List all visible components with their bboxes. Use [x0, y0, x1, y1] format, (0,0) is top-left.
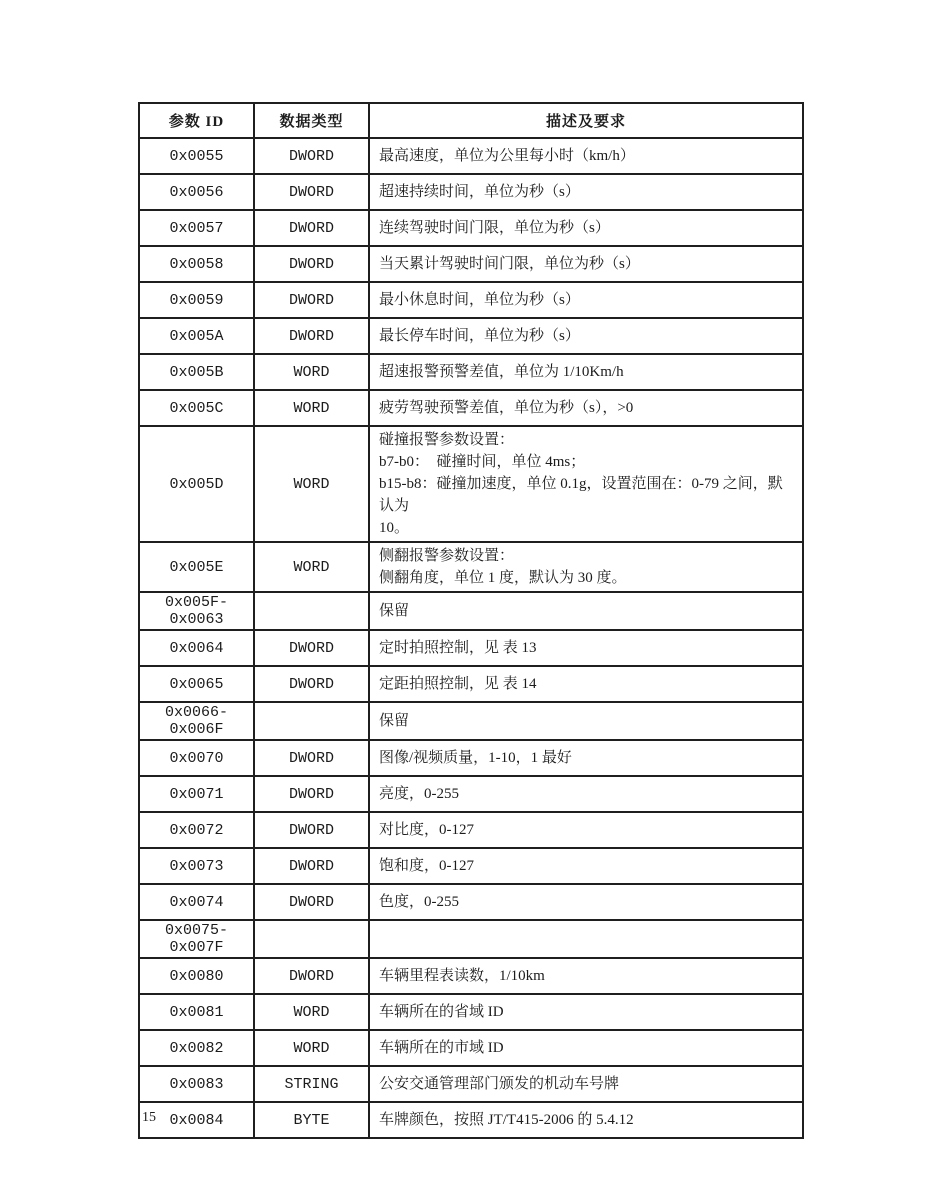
table-row: [139, 542, 803, 592]
description-cell: [369, 920, 803, 958]
table-body: [139, 138, 803, 1138]
parameter-table: [138, 102, 804, 1139]
page-number: 15: [142, 1110, 156, 1125]
description-cell: [369, 994, 803, 1030]
param-id-cell: 0x0070: [139, 740, 254, 776]
param-id-cell: 0x0064: [139, 630, 254, 666]
data-type-cell: DWORD: [254, 958, 369, 994]
param-id-cell: 0x0084: [139, 1102, 254, 1138]
description-line: 连续驾驶时间门限，单位为秒（s）: [379, 220, 610, 236]
param-id-cell: 0x0081: [139, 994, 254, 1030]
table-row: [139, 426, 803, 542]
description-cell: [369, 1030, 803, 1066]
table-row: [139, 920, 803, 958]
description-cell: [369, 318, 803, 354]
col-header-description: 描述及要求: [369, 103, 803, 138]
data-type-cell: DWORD: [254, 812, 369, 848]
table-row: [139, 630, 803, 666]
description-cell: [369, 884, 803, 920]
table-row: [139, 994, 803, 1030]
data-type-cell: BYTE: [254, 1102, 369, 1138]
data-type-cell: DWORD: [254, 740, 369, 776]
data-type-cell: DWORD: [254, 174, 369, 210]
data-type-cell: WORD: [254, 390, 369, 426]
description-line: 碰撞报警参数设置：: [379, 432, 515, 448]
table-row: [139, 174, 803, 210]
param-id-cell: 0x0080: [139, 958, 254, 994]
table-row: [139, 1066, 803, 1102]
description-cell: [369, 354, 803, 390]
description-line: 亮度，0-255: [379, 786, 459, 802]
data-type-cell: DWORD: [254, 776, 369, 812]
description-line: 10。: [379, 520, 410, 536]
description-cell: [369, 592, 803, 630]
description-line: 侧翻角度，单位 1 度，默认为 30 度。: [379, 570, 627, 586]
data-type-cell: DWORD: [254, 848, 369, 884]
description-cell: [369, 740, 803, 776]
description-line: 保留: [379, 603, 410, 619]
data-type-cell: [254, 592, 369, 630]
data-type-cell: WORD: [254, 426, 369, 542]
description-line: 超速持续时间，单位为秒（s）: [379, 184, 580, 200]
param-id-cell: 0x0059: [139, 282, 254, 318]
param-id-cell: 0x0082: [139, 1030, 254, 1066]
param-id-cell: 0x005B: [139, 354, 254, 390]
description-cell: [369, 1102, 803, 1138]
description-cell: [369, 630, 803, 666]
description-line: 色度，0-255: [379, 894, 459, 910]
data-type-cell: DWORD: [254, 210, 369, 246]
data-type-cell: DWORD: [254, 666, 369, 702]
description-cell: [369, 776, 803, 812]
table-row: [139, 958, 803, 994]
data-type-cell: WORD: [254, 994, 369, 1030]
description-line: 最高速度，单位为公里每小时（km/h）: [379, 148, 635, 164]
description-line: 保留: [379, 713, 410, 729]
param-id-cell: 0x005E: [139, 542, 254, 592]
table-row: [139, 592, 803, 630]
param-id-cell: 0x0066-0x006F: [139, 702, 254, 740]
data-type-cell: WORD: [254, 542, 369, 592]
param-id-cell: 0x0055: [139, 138, 254, 174]
param-id-cell: 0x005A: [139, 318, 254, 354]
param-id-cell: 0x0057: [139, 210, 254, 246]
table-row: [139, 884, 803, 920]
param-id-cell: 0x0075-0x007F: [139, 920, 254, 958]
description-cell: [369, 390, 803, 426]
description-cell: [369, 282, 803, 318]
description-line: 公安交通管理部门颁发的机动车号牌: [379, 1076, 620, 1092]
description-cell: [369, 958, 803, 994]
param-id-cell: 0x0056: [139, 174, 254, 210]
col-header-param-id: 参数 ID: [139, 103, 254, 138]
data-type-cell: [254, 702, 369, 740]
data-type-cell: [254, 920, 369, 958]
table-row: [139, 210, 803, 246]
data-type-cell: DWORD: [254, 138, 369, 174]
table-row: [139, 848, 803, 884]
description-cell: [369, 426, 803, 542]
col-header-data-type: 数据类型: [254, 103, 369, 138]
description-line: 当天累计驾驶时间门限，单位为秒（s）: [379, 256, 640, 272]
table-row: [139, 354, 803, 390]
description-line: 定时拍照控制，见 表 13: [379, 640, 537, 656]
param-id-cell: 0x005F-0x0063: [139, 592, 254, 630]
description-cell: [369, 848, 803, 884]
param-id-cell: 0x0058: [139, 246, 254, 282]
description-cell: [369, 666, 803, 702]
description-line: 最小休息时间，单位为秒（s）: [379, 292, 580, 308]
description-cell: [369, 542, 803, 592]
param-id-cell: 0x005D: [139, 426, 254, 542]
param-id-cell: 0x0073: [139, 848, 254, 884]
param-id-cell: 0x0072: [139, 812, 254, 848]
description-cell: [369, 210, 803, 246]
table-row: [139, 1030, 803, 1066]
description-line: 对比度，0-127: [379, 822, 474, 838]
description-line: 车辆所在的省域 ID: [379, 1004, 504, 1020]
data-type-cell: DWORD: [254, 318, 369, 354]
header-row: [139, 103, 803, 138]
description-cell: [369, 174, 803, 210]
table-row: [139, 812, 803, 848]
data-type-cell: DWORD: [254, 884, 369, 920]
description-line: 车辆所在的市域 ID: [379, 1040, 504, 1056]
description-cell: [369, 702, 803, 740]
table-row: [139, 138, 803, 174]
data-type-cell: WORD: [254, 354, 369, 390]
table-row: [139, 776, 803, 812]
table-row: [139, 282, 803, 318]
description-line: 定距拍照控制，见 表 14: [379, 676, 537, 692]
description-line: 侧翻报警参数设置：: [379, 548, 515, 564]
param-id-cell: 0x0083: [139, 1066, 254, 1102]
description-cell: [369, 1066, 803, 1102]
data-type-cell: WORD: [254, 1030, 369, 1066]
table-row: [139, 666, 803, 702]
table-row: [139, 246, 803, 282]
description-line: 疲劳驾驶预警差值，单位为秒（s），>0: [379, 400, 634, 416]
table-row: [139, 1102, 803, 1138]
description-line: 车辆里程表读数，1/10km: [379, 968, 545, 984]
description-cell: [369, 138, 803, 174]
description-cell: [369, 246, 803, 282]
data-type-cell: DWORD: [254, 246, 369, 282]
description-line: 图像/视频质量，1-10，1 最好: [379, 750, 572, 766]
description-line: 最长停车时间，单位为秒（s）: [379, 328, 580, 344]
table-header: [139, 103, 803, 138]
data-type-cell: DWORD: [254, 282, 369, 318]
table-row: [139, 702, 803, 740]
param-id-cell: 0x0074: [139, 884, 254, 920]
param-id-cell: 0x005C: [139, 390, 254, 426]
table-row: [139, 318, 803, 354]
data-type-cell: DWORD: [254, 630, 369, 666]
table-row: [139, 390, 803, 426]
param-id-cell: 0x0065: [139, 666, 254, 702]
description-line: 超速报警预警差值，单位为 1/10Km/h: [379, 364, 624, 380]
table-row: [139, 740, 803, 776]
data-type-cell: STRING: [254, 1066, 369, 1102]
description-cell: [369, 812, 803, 848]
description-line: b7-b0： 碰撞时间，单位 4ms；: [379, 454, 586, 470]
param-id-cell: 0x0071: [139, 776, 254, 812]
description-line: b15-b8：碰撞加速度，单位 0.1g，设置范围在：0-79 之间，默认为: [379, 476, 783, 514]
description-line: 车牌颜色，按照 JT/T415-2006 的 5.4.12: [379, 1112, 634, 1128]
description-line: 饱和度，0-127: [379, 858, 474, 874]
